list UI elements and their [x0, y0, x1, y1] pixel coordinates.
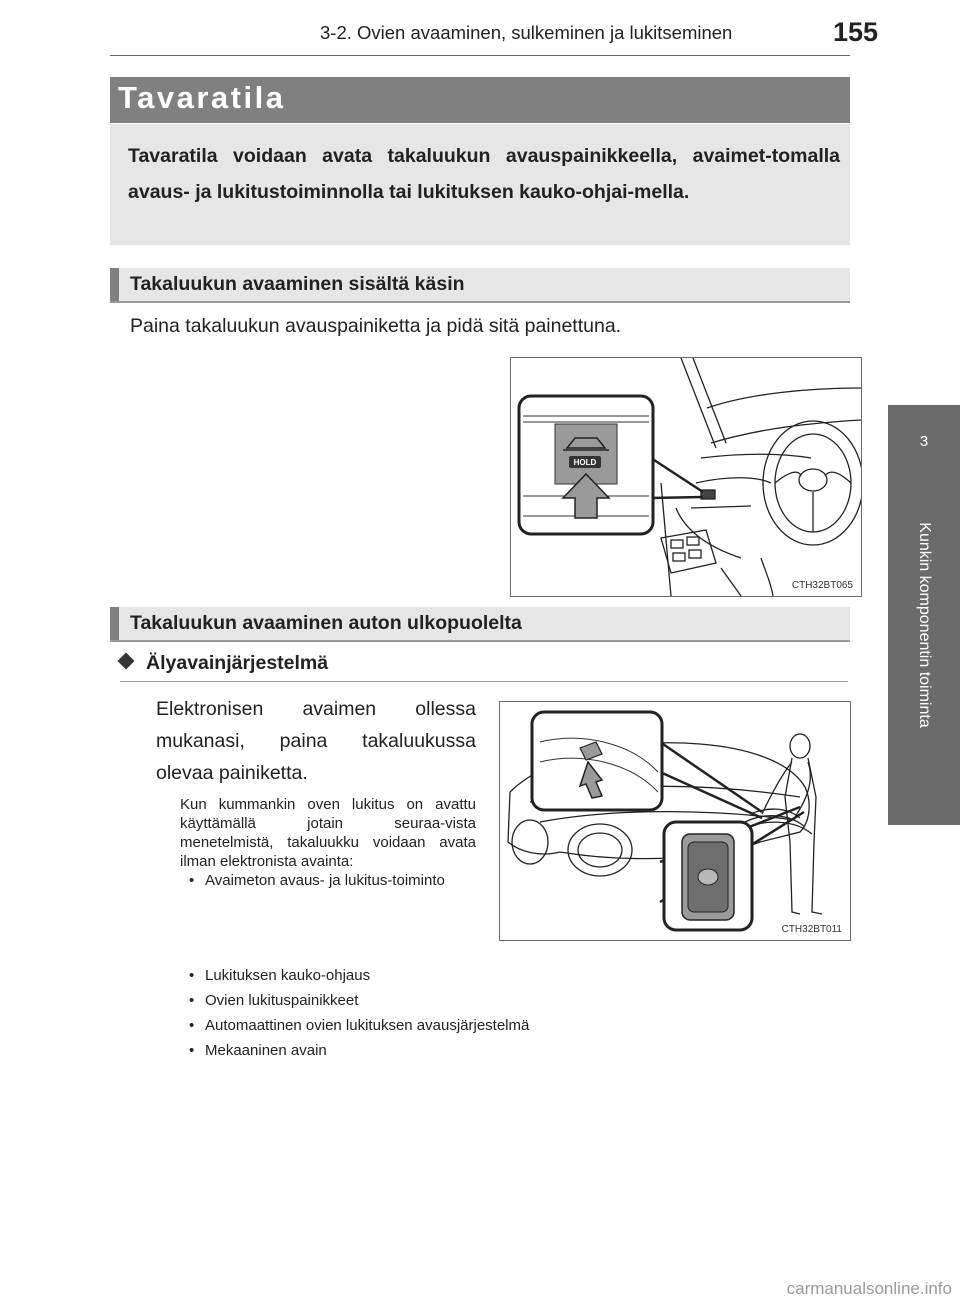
- running-header: 3-2. Ovien avaaminen, sulkeminen ja lukitseminen: [320, 22, 733, 43]
- section-heading-outside: [110, 607, 850, 642]
- intro-text: Tavaratila voidaan avata takaluukun avauspainikkeella, avaimet-tomalla avaus- ja lukitustoiminnolla tai lukituksen kauko-ohjai-mella.: [128, 145, 840, 203]
- page-title: Tavaratila: [118, 80, 286, 115]
- smart-key-note: Kun kummankin oven lukitus on avattu käyttämällä jotain seuraa-vista menetelmistä, takaluukku voidaan avata ilman elektronista avainta:: [180, 796, 476, 870]
- subheading-rule: [120, 681, 848, 682]
- subheading-smart-key: [120, 652, 328, 675]
- interior-illustration: [511, 358, 861, 596]
- diamond-icon: [118, 653, 135, 670]
- figure1-code: CTH32BT065: [791, 580, 853, 591]
- bullet-item-1: • Avaimeton avaus- ja lukitus-toiminto: [189, 872, 445, 889]
- bullet-item-5: • Mekaaninen avain: [189, 1042, 327, 1059]
- hold-button-label: HOLD: [573, 458, 597, 467]
- figure-interior-button: [510, 357, 862, 597]
- section-heading-inside: [110, 268, 850, 303]
- header-rule: [110, 55, 850, 56]
- subheading-text: Älyavainjärjestelmä: [146, 652, 329, 674]
- section1-instruction: Paina takaluukun avauspainiketta ja pidä sitä painettuna.: [130, 315, 622, 337]
- bullet-item-4: • Automaattinen ovien lukituksen avausjärjestelmä: [189, 1017, 530, 1034]
- key-fob-inset-overlay: [662, 820, 754, 932]
- page-number: 155: [833, 17, 879, 47]
- bullet-item-2: • Lukituksen kauko-ohjaus: [189, 967, 371, 984]
- bullet-item-3: • Ovien lukituspainikkeet: [189, 992, 359, 1009]
- chapter-title: Kunkin komponentin toiminta: [916, 522, 933, 728]
- figure-exterior-button: [499, 701, 851, 941]
- watermark: carmanualsonline.info: [786, 1279, 952, 1298]
- section-heading-outside-text: Takaluukun avaaminen auton ulkopuolelta: [130, 612, 522, 634]
- smart-key-instruction: Elektronisen avaimen ollessa mukanasi, paina takaluukussa olevaa painiketta.: [156, 698, 476, 784]
- figure2-code: CTH32BT011: [781, 924, 842, 935]
- section-heading-inside-text: Takaluukun avaaminen sisältä käsin: [130, 273, 465, 295]
- chapter-number: 3: [919, 433, 929, 450]
